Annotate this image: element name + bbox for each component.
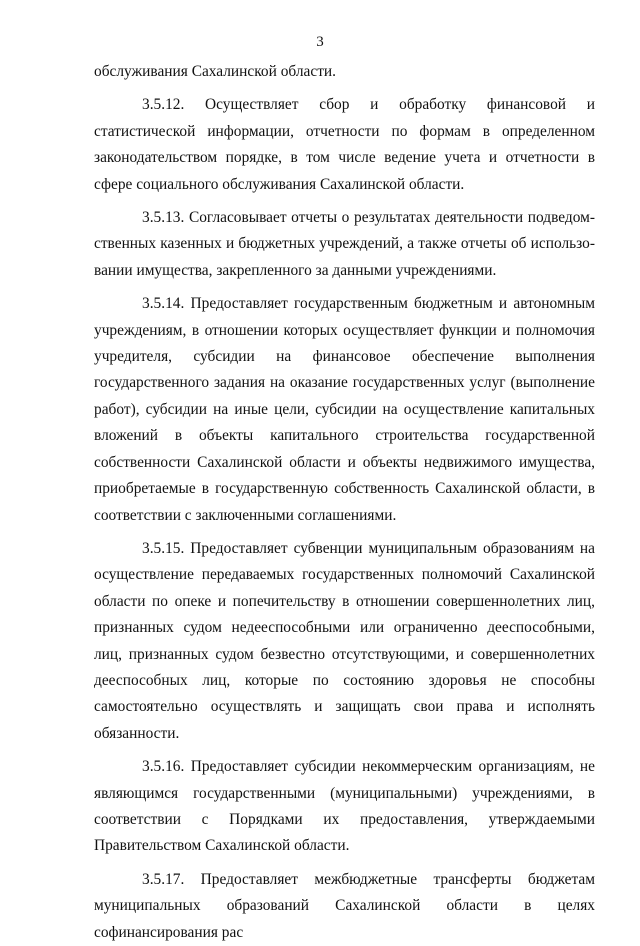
paragraph-continuation: обслуживания Сахалинской области. (94, 63, 337, 80)
paragraph-3-5-16: 3.5.16. Предоставляет субсидии некоммерческим организациям, не являющимся государственными (муниципальными) учреждениями, в соответствии с Порядками их предоставления, утверждаемыми Правительством Сахалинской области. (94, 758, 595, 855)
paragraph-3-5-17: 3.5.17. Предоставляет межбюджетные трансферты бюджетам муниципальных образований Сахалинской области в целях софинансирования рас (94, 870, 595, 941)
document-body (94, 59, 595, 946)
paragraph-3-5-12: 3.5.12. Осуществляет сбор и обработку финансовой и статистической информации, отчетности по формам в определенном законодательством порядке, в том числе ведение учета и отчетности в сфере социального обслуживания Сахалинской области. (94, 96, 595, 193)
paragraph-3-5-13: 3.5.13. Согласовывает отчеты о результатах деятельности подведомственных казенных и бюджетных учреждений, а также отчеты об использовании имущества, закрепленного за данными учреждениями. (94, 209, 595, 279)
page-number: 3 (316, 34, 324, 50)
paragraph-3-5-14: 3.5.14. Предоставляет государственным бюджетным и автономным учреждениям, в отношении которых осуществляет функции и полномочия учредителя, субсидии на финансовое обеспечение выполнения государственного задания на оказание государственных услуг (выполнение работ), субсидии на иные цели, субсидии на осуществление капитальных вложений в объекты капитального строительства государственной собственности Сахалинской области и объекты недвижимого имущества, приобретаемые в государственную собственность Сахалинской области, в соответствии с заключенными соглашениями. (94, 295, 595, 524)
paragraph-3-5-15: 3.5.15. Предоставляет субвенции муниципальным образованиям на осуществление передаваемых государственных полномочий Сахалинской области по опеке и попечительству в отношении совершеннолетних лиц, признанных судом недееспособными или ограниченно дееспособными, лиц, признанных судом безвестно отсутствующими, и совершеннолетних дееспособных лиц, которые по состоянию здоровья не способны самостоятельно осуществлять и защищать свои права и исполнять обязанности. (94, 539, 595, 742)
